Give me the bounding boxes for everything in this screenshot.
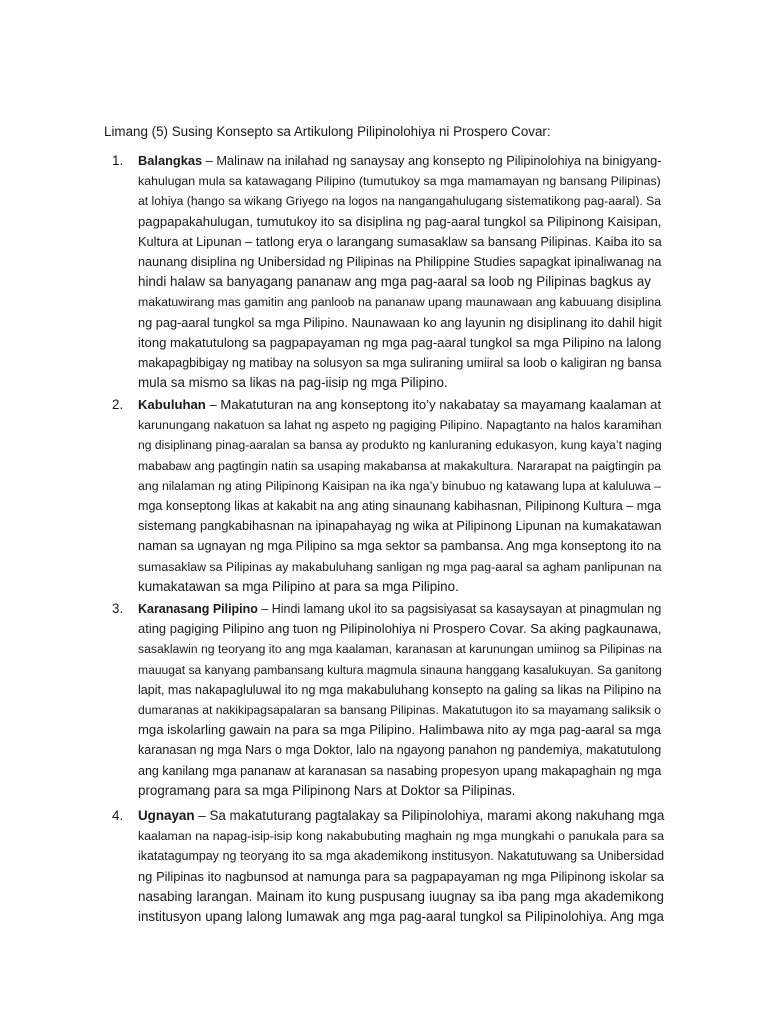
concept-term: Balangkas: [138, 153, 203, 168]
list-number: 2.: [112, 397, 124, 412]
concept-term: Karanasang Pilipino: [138, 602, 258, 616]
text-line: mga iskolarling gawain na para sa mga Pilipino. Halimbawa nito ay mga pag-aaral sa mga: [138, 722, 662, 738]
text-line: ang kanilang mga pananaw at karanasan sa nasabing propesyon upang makapaghain ng mga: [138, 763, 662, 778]
text-line: institusyon upang lalong lumawak ang mga pag-aaral tungkol sa Pilipinolohiya. Ang mga: [138, 908, 664, 924]
concept-term: Ugnayan: [138, 808, 195, 823]
text-line: ikatatagumpay ng teoryang ito sa mga akademikong institusyon. Nakatutuwang sa Unibersidad: [138, 849, 664, 864]
text-line: Kultura at Lipunan – tatlong erya o larangang sumasaklaw sa bansang Pilipinas. Kaiba ito sa: [138, 233, 662, 249]
text-line: sumasaklaw sa Pilipinas ay makabuluhang sanligan ng mga pag-aaral sa agham panlipunan na: [138, 559, 662, 574]
text-line: dumaranas at nakikipagsapalaran sa bansang Pilipinas. Makatutugon ito sa mayamang saliksik o: [138, 702, 662, 717]
text-line: naunang disiplina ng Unibersidad ng Pilipinas na Philippine Studies sapagkat ipinaliwanag na: [138, 254, 662, 269]
text-line: kahulugan mula sa katawagang Pilipino (tumutukoy sa mga mamamayan ng bansang Pilipinas): [138, 174, 661, 189]
text-line: pagpapakahulugan, tumutukoy ito sa disiplina ng pag-aaral tungkol sa Pilipinong Kaisipan,: [138, 213, 662, 229]
text-line: ang nilalaman ng ating Pilipinong Kaisipan na ika nga’y binubuo ng katawang lupa at kaluluwa –: [138, 478, 661, 493]
text-line: mababaw ang pagtingin natin sa usaping makabansa at makakultura. Nararapat na paigtingin pa: [138, 458, 662, 473]
text-line: mga konseptong likas at kakabit na ang ating sinaunang kabihasnan, Pilipinong Kultura – mga: [138, 498, 662, 513]
text-line: ating pagiging Pilipino ang tuon ng Pilipinolohiya ni Prospero Covar. Sa aking pagkaunawa,: [138, 621, 662, 637]
text-line: at lohiya (hango sa wikang Griyego na logos na nangangahulugang sistematikong pag-aaral). Sa: [138, 194, 662, 209]
text-line: mauugat sa kanyang pambansang kultura magmula sinauna hanggang kasalukuyan. Sa ganitong: [138, 662, 662, 677]
text-line: itong makatutulong sa pagpapayaman ng mga pag-aaral tungkol sa mga Pilipino na lalong: [138, 334, 662, 350]
document-title: Limang (5) Susing Konsepto sa Artikulong Pilipinolohiya ni Prospero Covar:: [104, 124, 551, 139]
list-number: 1.: [112, 153, 124, 168]
text-line: Kabuluhan – Makatuturan na ang konseptong ito’y nakabatay sa mayamang kaalaman at: [138, 397, 662, 412]
text-line: ng disiplinang pinag-aaralan sa bansa ay produkto ng kanluraning edukasyon, kung kaya’t naging: [138, 438, 662, 453]
text-line: sasaklawin ng teoryang ito ang mga kaalaman, karanasan at karunungan umiinog sa Pilipinas na: [138, 642, 662, 657]
text-line: karunungang nakatuon sa lahat ng aspeto ng pagiging Pilipino. Napagtanto na halos karamihan: [138, 418, 662, 433]
text-line: nasabing larangan. Mainam ito kung puspusang iuugnay sa iba pang mga akademikong: [138, 888, 664, 904]
text-line: kumakatawan sa mga Pilipino at para sa mga Pilipino.: [138, 578, 459, 594]
text-line: Ugnayan – Sa makatuturang pagtalakay sa Pilipinolohiya, marami akong nakuhang mga: [138, 808, 665, 823]
list-item-text: [138, 599, 664, 801]
list-item-text: [138, 395, 664, 597]
text-line: mula sa mismo sa likas na pag-iisip ng mga Pilipino.: [138, 375, 448, 391]
text-line: ng pag-aaral tungkol sa mga Pilipino. Naunawaan ko ang layunin ng disiplinang ito dahil higit: [138, 314, 662, 330]
text-line: Karanasang Pilipino – Hindi lamang ukol ito sa pagsisiyasat sa kasaysayan at pinagmulan ng: [138, 602, 662, 616]
text-line: Balangkas – Malinaw na inilahad ng sanaysay ang konsepto ng Pilipinolohiya na binigyang-: [138, 153, 662, 168]
text-line: kaalaman na napag-isip-isip kong nakabubuting maghain ng mga mungkahi o panukala para sa: [138, 829, 664, 844]
text-line: makapagbibigay ng matibay na solusyon sa mga suliraning umiiral sa loob o kaligiran ng bansa: [138, 355, 662, 370]
text-line: ng Pilipinas ito nagbunsod at namunga para sa pagpapayaman ng mga Pilipinong iskolar sa: [138, 868, 664, 884]
text-line: sistemang pangkabihasnan na ipinapahayag ng wika at Pilipinong Lipunan na kumakatawan: [138, 518, 662, 534]
list-item-text: [138, 151, 664, 393]
concept-term: Kabuluhan: [138, 397, 206, 412]
text-line: karanasan ng mga Nars o mga Doktor, lalo na ngayong panahon ng pandemiya, makatutulong: [138, 743, 662, 758]
text-line: makatuwirang mas gamitin ang panloob na pananaw upang maunawaan ang kabuuang disiplina: [138, 295, 662, 310]
list-item-text: [138, 806, 664, 927]
text-line: hindi halaw sa banyagang pananaw ang mga pag-aaral sa loob ng Pilipinas bagkus ay: [138, 274, 651, 290]
list-number: 4.: [112, 808, 124, 823]
text-line: lapit, mas nakapagluluwal ito ng mga makabuluhang konsepto na galing sa likas na Pilipino na: [138, 682, 662, 697]
text-line: programang para sa mga Pilipinong Nars at Doktor sa Pilipinas.: [138, 782, 516, 798]
list-number: 3.: [112, 601, 124, 616]
text-line: naman sa ugnayan ng mga Pilipino sa mga sektor sa pambansa. Ang mga konseptong ito na: [138, 538, 662, 554]
